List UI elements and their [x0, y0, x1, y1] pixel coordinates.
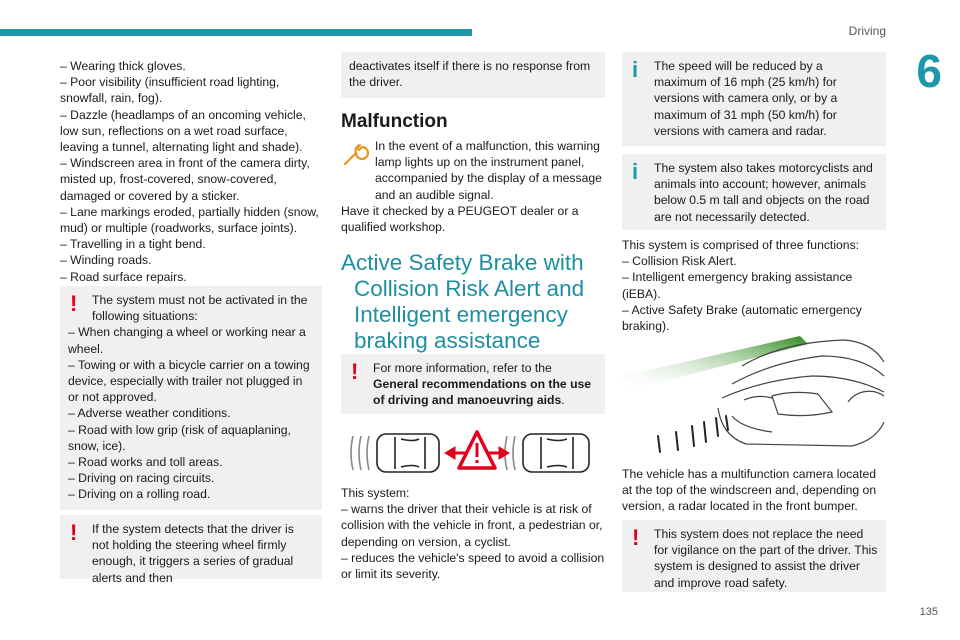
- section-heading: Active Safety Brake with Collision Risk Alert and Intelligent emergency braking assistance: [341, 250, 585, 353]
- photo-caption: The vehicle has a multifunction camera located at the top of the windscreen and, depending on version, a radar located in the front bumper.: [622, 467, 877, 514]
- chapter-tab: [890, 40, 960, 112]
- warning-note-recommendations: [341, 354, 605, 414]
- continuation-note: [341, 52, 605, 98]
- collision-diagram: [347, 428, 599, 484]
- header-accent-bar: [0, 29, 472, 36]
- list-item: – Collision Risk Alert.: [622, 254, 737, 269]
- info-note-detection: [622, 154, 886, 230]
- info-text: The speed will be reduced by a maximum of 16 mph (25 km/h) for versions with camera only, or by a maximum of 31 mph (50 km/h) for versions with camera and radar.: [654, 59, 838, 138]
- list-item: – Winding roads.: [60, 253, 152, 268]
- list-item: – reduces the vehicle's speed to avoid a collision or limit its severity.: [341, 550, 605, 582]
- list-item: – Wearing thick gloves.: [60, 59, 186, 73]
- malfunction-heading: Malfunction: [341, 111, 448, 132]
- list-item: – Driving on a rolling road.: [68, 487, 211, 502]
- warning-text: If the system detects that the driver is not holding the steering wheel firmly enough, it triggers a series of gradual alerts and then: [92, 522, 294, 585]
- list-item: – Windscreen area in front of the camera dirty, misted up, frost-covered, snow-covered, damaged or covered by a sticker.: [60, 156, 310, 203]
- list-item: – Driving on racing circuits.: [68, 471, 215, 486]
- list-item: – Dazzle (headlamps of an oncoming vehicle, low sun, reflections on a wet road surface, leaving a tunnel, alternating light and shade).: [60, 107, 306, 155]
- list-item: – Adverse weather conditions.: [68, 406, 231, 421]
- malfunction-block: [341, 138, 605, 235]
- warning-text: For more information, refer to the General recommendations on the use of driving and manoeuvring aids.: [373, 361, 592, 408]
- list-item: – Poor visibility (insufficient road lighting, snowfall, rain, fog).: [60, 75, 280, 106]
- car-front-radar-icon: [622, 336, 886, 454]
- malfunction-text-2: Have it checked by a PEUGEOT dealer or a qualified workshop.: [341, 203, 579, 235]
- functions-block: [622, 237, 886, 334]
- section-title: Driving: [848, 24, 886, 38]
- list-item: – warns the driver that their vehicle is at risk of collision with the vehicle in front, a pedestrian or, depending on version, a cyclist.: [341, 502, 603, 549]
- warning-note-vigilance: [622, 520, 886, 592]
- info-text: The system also takes motorcyclists and animals into account; however, animals below 0.5 m tall and objects on the road are not necessarily detected.: [654, 161, 873, 224]
- info-note-speed: [622, 52, 886, 146]
- warning-exclamation-icon: !: [632, 525, 640, 550]
- warning-note-activation: [60, 286, 322, 510]
- warning-exclamation-icon: !: [70, 520, 78, 545]
- warning-text: The system must not be activated in the following situations:: [92, 293, 308, 324]
- list-item: – Lane markings eroded, partially hidden (snow, mud) or multiple (roadworks, surface joints).: [60, 204, 319, 236]
- chapter-number: 6: [916, 45, 942, 97]
- list-item: – When changing a wheel or working near a wheel.: [68, 325, 306, 356]
- list-item: – Travelling in a tight bend.: [60, 237, 206, 252]
- functions-intro: This system is comprised of three functions:: [622, 238, 860, 252]
- list-item: – Road with low grip (risk of aquaplaning, snow, ice).: [68, 422, 291, 453]
- conditions-list: [60, 58, 322, 285]
- warning-text: This system does not replace the need for vigilance on the part of the driver. This system is designed to assist the driver and improve road safety.: [654, 527, 878, 590]
- info-i-icon: i: [632, 57, 639, 82]
- collision-warning-triangle-icon: [459, 432, 495, 468]
- warning-exclamation-icon: !: [70, 291, 78, 316]
- list-item: – Road works and toll areas.: [68, 455, 223, 470]
- list-item: – Towing or with a bicycle carrier on a towing device, especially with trailer not plugged in or not approved.: [68, 357, 310, 405]
- warning-note-steering: [60, 515, 322, 585]
- list-item: – Intelligent emergency braking assistance (iEBA).: [622, 270, 853, 301]
- wrench-icon: [341, 140, 369, 166]
- continuation-text: deactivates itself if there is no response from the driver.: [349, 59, 591, 90]
- page-number: 135: [919, 606, 938, 618]
- malfunction-text: In the event of a malfunction, this warning lamp lights up on the instrument panel, accompanied by the display of a message and an audible signal.: [375, 139, 602, 202]
- system-intro: This system:: [341, 486, 410, 500]
- car-following-car-icon: [347, 428, 599, 478]
- info-i-icon: i: [632, 159, 639, 184]
- list-item: – Active Safety Brake (automatic emergency braking).: [622, 302, 862, 334]
- system-description: [341, 485, 605, 582]
- list-item: – Road surface repairs.: [60, 269, 187, 284]
- warning-exclamation-icon: !: [351, 359, 359, 384]
- vehicle-camera-illustration: [622, 336, 886, 454]
